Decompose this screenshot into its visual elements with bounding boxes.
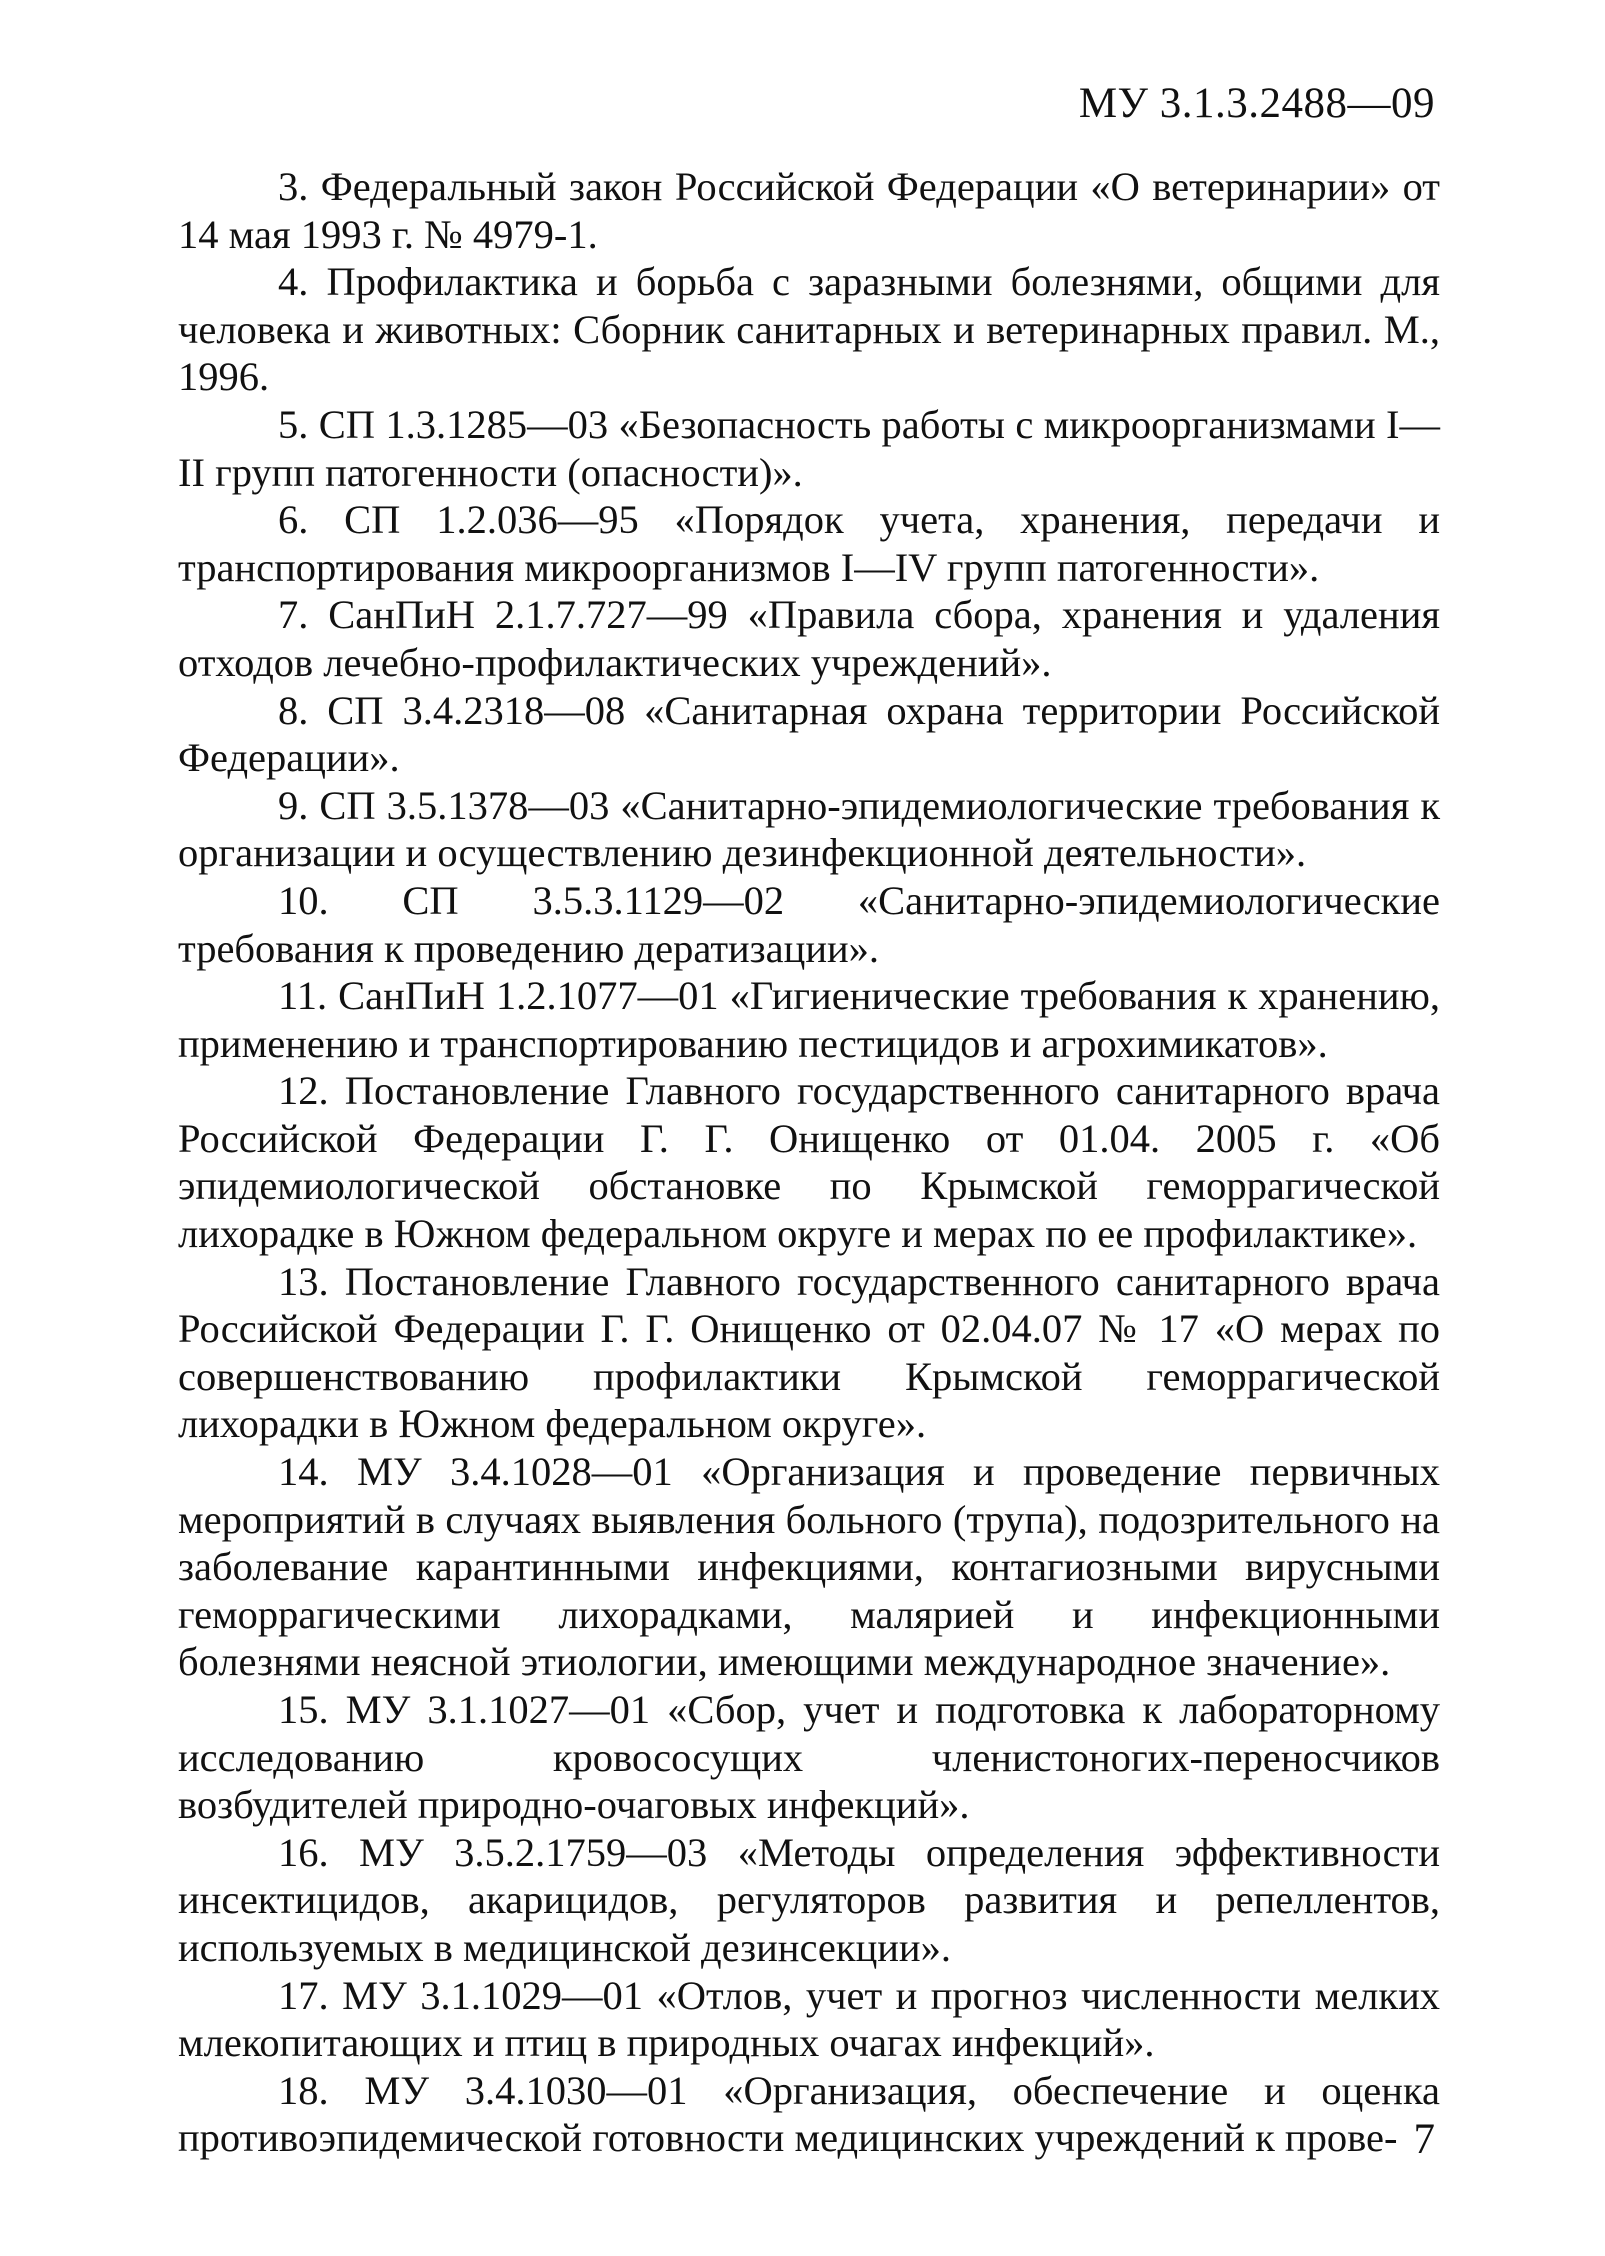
reference-item: 11. СанПиН 1.2.1077—01 «Гигиенические требования к хранению, применению и транспортированию пестицидов и агрохимикатов».: [178, 973, 1440, 1066]
reference-item: 12. Постановление Главного государственного санитарного врача Российской Федерации Г. Г. Онищенко от 01.04. 2005 г. «Об эпидемиологической обстановке по Крымской геморрагической лихорадке в Южном федеральном округе и мерах по ее профилактике».: [178, 1068, 1440, 1257]
reference-item: 17. МУ 3.1.1029—01 «Отлов, учет и прогноз численности мелких млекопитающих и птиц в природных очагах инфекций».: [178, 1972, 1440, 2066]
reference-item: 3. Федеральный закон Российской Федерации «О ветеринарии» от 14 мая 1993 г. № 4979-1.: [178, 164, 1440, 257]
reference-item: 6. СП 1.2.036—95 «Порядок учета, хранения, передачи и транспортирования микроорганизмов I—IV групп патогенности».: [178, 497, 1440, 590]
reference-item: 4. Профилактика и борьба с заразными болезнями, общими для человека и животных: Сборник санитарных и ветеринарных правил. М., 1996.: [178, 259, 1440, 400]
reference-item: 8. СП 3.4.2318—08 «Санитарная охрана территории Российской Федерации».: [178, 687, 1440, 781]
reference-item: 15. МУ 3.1.1027—01 «Сбор, учет и подготовка к лабораторному исследованию кровососущих членистоногих-переносчиков возбудителей природно-очаговых инфекций».: [178, 1687, 1440, 1828]
document-code-header: МУ 3.1.3.2488—09: [1078, 80, 1435, 127]
references-list: [178, 163, 1440, 2162]
reference-item: 18. МУ 3.4.1030—01 «Организация, обеспечение и оценка противоэпидемической готовности медицинских учреждений к прове-: [178, 2067, 1440, 2161]
reference-item: 14. МУ 3.4.1028—01 «Организация и проведение первичных мероприятий в случаях выявления больного (трупа), подозрительного на заболевание карантинными инфекциями, контагиозными вирусными геморрагическими лихорадками, малярией и инфекционными болезнями неясной этиологии, имеющими международное значение».: [178, 1449, 1440, 1685]
reference-item: 7. СанПиН 2.1.7.727—99 «Правила сбора, хранения и удаления отходов лечебно-профилактических учреждений».: [178, 592, 1440, 685]
reference-item: 13. Постановление Главного государственного санитарного врача Российской Федерации Г. Г. Онищенко от 02.04.07 № 17 «О мерах по совершенствованию профилактики Крымской геморрагической лихорадки в Южном федеральном округе».: [178, 1258, 1440, 1447]
reference-item: 10. СП 3.5.3.1129—02 «Санитарно-эпидемиологические требования к проведению дератизации».: [178, 877, 1440, 971]
reference-item: 9. СП 3.5.1378—03 «Санитарно-эпидемиологические требования к организации и осуществлению дезинфекционной деятельности».: [178, 782, 1440, 876]
reference-item: 5. СП 1.3.1285—03 «Безопасность работы с микроорганизмами I—II групп патогенности (опасности)».: [178, 401, 1440, 495]
page-number: 7: [1413, 2116, 1435, 2163]
reference-item: 16. МУ 3.5.2.1759—03 «Методы определения эффективности инсектицидов, акарицидов, регуляторов развития и репеллентов, используемых в медицинской дезинсекции».: [178, 1829, 1440, 1970]
